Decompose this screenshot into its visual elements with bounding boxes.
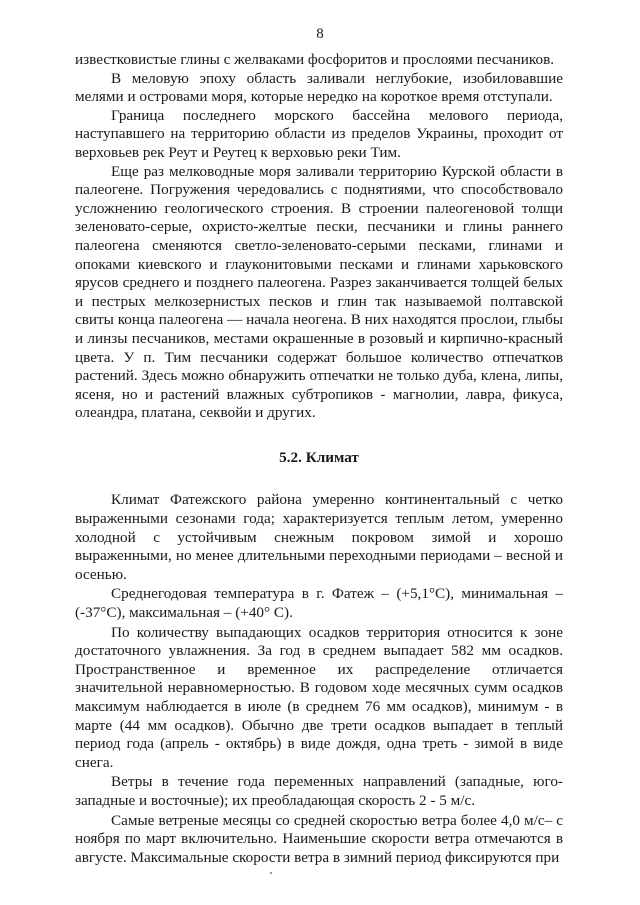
page-body [75, 51, 563, 867]
paragraph: По количеству выпадающих осадков территория относится к зоне достаточного увлажнения. За год в среднем выпадает 582 мм осадков. Пространственное и временное их распределение отличается значительной неравномерностью. В годовом ходе месячных сумм осадков максимум наблюдается в июле (в среднем 76 мм осадков), минимум - в марте (44 мм осадков). Обычно две трети осадков выпадает в теплый период года (апрель - октябрь) в виде дождя, одна треть - зимой в виде снега. [75, 623, 563, 771]
paragraph: известковистые глины с желваками фосфоритов и прослоями песчаников. [75, 51, 555, 68]
paragraph: Климат Фатежского района умеренно континентальный с четко выраженными сезонами года; характеризуется теплым летом, умеренно холодной с устойчивым снежным покровом зимой и хорошо выраженными, но менее длительными переходными периодами – весной и осенью. [75, 491, 563, 583]
paragraph: Среднегодовая температура в г. Фатеж – (+5,1°С), минимальная – (-37°С), максимальная – (+40° С). [75, 585, 563, 622]
paragraph: Еще раз мелководные моря заливали территорию Курской области в палеогене. Погружения чередовались с поднятиями, что способствовало усложнению геологического строения. В строении палеогеновой толщи зеленовато-серые, охристо-желтые пески, песчаники и глины раннего палеогена сменяются светло-зеленовато-серыми песками, глинами и опоками киевского и глауконитовыми песками и глинами харьковского ярусов среднего и позднего палеогена. Разрез заканчивается толщей белых и пестрых мелкозернистых песков и глин так называемой полтавской свиты конца палеогена — начала неогена. В них находятся прослои, глыбы и линзы песчаников, местами окрашенные в розовый и кирпично-красный цвета. У п. Тим песчаники содержат большое количество отпечатков растений. Здесь можно обнаружить отпечатки не только дуба, клена, липы, ясеня, но и растений влажных субтропиков - магнолии, лавра, фикуса, олеандра, платана, секвойи и других. [75, 162, 563, 422]
paragraph: В меловую эпоху область заливали неглубокие, изобиловавшие мелями и островами моря, которые нередко на короткое время отступали. [75, 69, 563, 106]
paragraph: Ветры в течение года переменных направлений (западные, юго-западные и восточные); их преобладающая скорость 2 - 5 м/с. [75, 773, 563, 809]
scan-speck [270, 872, 272, 874]
page-number: 8 [316, 26, 324, 42]
paragraph: Граница последнего морского бассейна мелового периода, наступавшего на территорию области из пределов Украины, проходит от верховьев рек Реут и Реутец к верховью реки Тим. [75, 106, 563, 161]
paragraph: Самые ветреные месяцы со средней скоростью ветра более 4,0 м/с– с ноября по март включительно. Наименьшие скорости ветра отмечаются в августе. Максимальные скорости ветра в зимний период фиксируются при [75, 811, 563, 866]
section-heading: 5.2. Климат [279, 448, 359, 466]
